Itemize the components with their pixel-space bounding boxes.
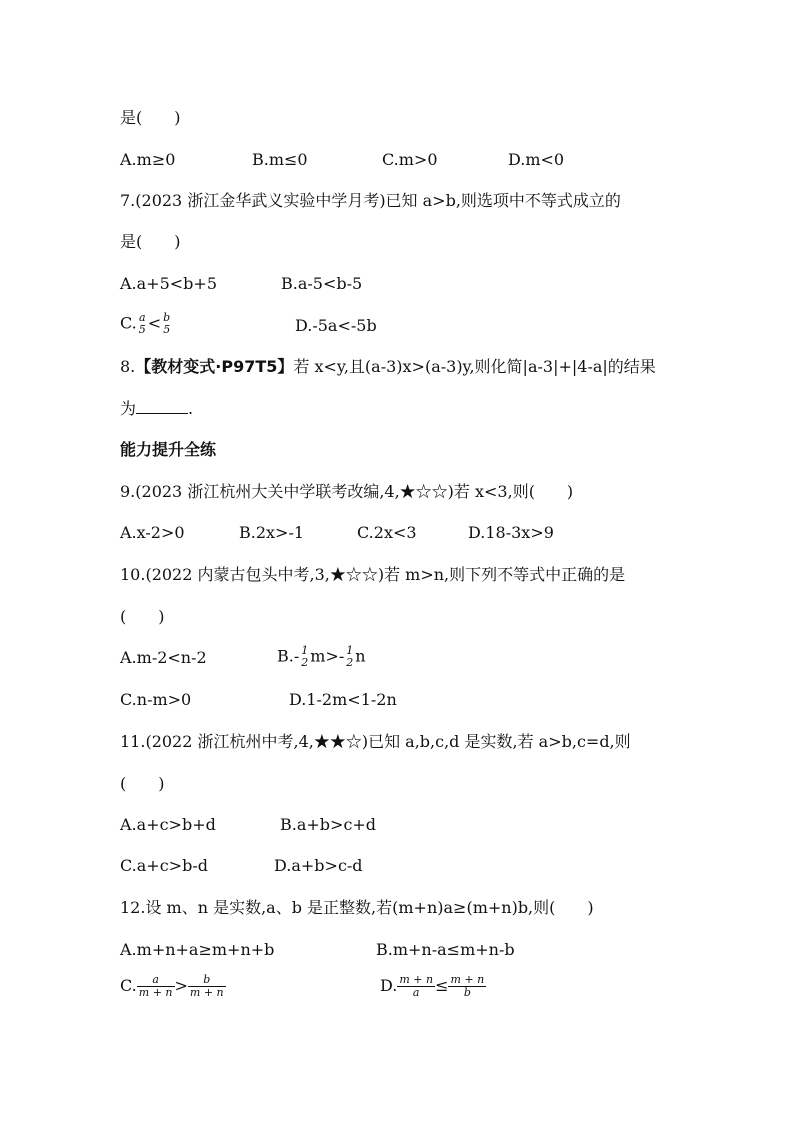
q12-option-d-fraction-1: $\frac{m + n}{a}$: [399, 973, 434, 999]
q7-option-c-operator: <: [147, 313, 162, 333]
q8-textbook-tag: 【教材变式·P97T5】: [135, 357, 294, 376]
q9-option-d: D.18-3x>9: [468, 523, 554, 542]
q8-tail-line: [120, 399, 193, 419]
q6-tail: 是( ): [120, 108, 181, 127]
q12-option-d-operator: ≤: [435, 976, 449, 995]
q7-option-d: D.-5a<-5b: [295, 316, 377, 335]
q12-option-d: [380, 974, 486, 999]
q12-option-c-operator: >: [174, 976, 188, 995]
q11-option-d: D.a+b>c-d: [274, 856, 363, 875]
q6-option-d: D.m<0: [508, 150, 565, 169]
q12-stem: 12.设 m、n 是实数,a、b 是正整数,若(m+n)a≥(m+n)b,则( ): [120, 898, 594, 917]
q10-option-b-mid: m>-: [310, 646, 345, 666]
q10-option-b-suffix: n: [355, 646, 366, 666]
q7-option-c: [120, 312, 172, 336]
q9-option-a: A.x-2>0: [120, 523, 185, 542]
q9-option-b: B.2x>-1: [239, 523, 305, 542]
q12-option-c-fraction-2: $\frac{b}{m + n}$: [189, 973, 224, 999]
q7-option-c-label: C.: [120, 313, 137, 333]
q12-option-c: [120, 974, 226, 999]
q9-stem: 9.(2023 浙江杭州大关中学联考改编,4,★☆☆)若 x<3,则( ): [120, 482, 574, 501]
q10-tail: ( ): [120, 607, 165, 626]
q8-stem: 若 x<y,且(a-3)x>(a-3)y,则化简|a-3|+|4-a|的结果: [293, 357, 656, 376]
q12-option-d-label: D.: [380, 976, 398, 995]
q11-option-b: B.a+b>c+d: [280, 815, 377, 834]
q12-option-b: B.m+n-a≤m+n-b: [376, 940, 515, 959]
q10-stem: 10.(2022 内蒙古包头中考,3,★☆☆)若 m>n,则下列不等式中正确的是: [120, 565, 626, 584]
q10-option-d: D.1-2m<1-2n: [289, 690, 397, 709]
q8-tail-prefix: 为: [120, 399, 137, 418]
section-heading: 能力提升全练: [120, 440, 217, 459]
q11-stem: 11.(2022 浙江杭州中考,4,★★☆)已知 a,b,c,d 是实数,若 a>b,c=d,则: [120, 732, 631, 751]
q7-option-b: B.a-5<b-5: [281, 274, 363, 293]
q7-option-c-fraction-b: b 5: [163, 311, 171, 336]
q8-answer-blank: [136, 399, 188, 414]
q8-stem-line: [120, 357, 656, 377]
q9-option-c: C.2x<3: [357, 523, 417, 542]
q8-number: 8.: [120, 357, 136, 376]
q12-option-c-label: C.: [120, 976, 137, 995]
q7-option-c-fraction-a: a 5: [138, 311, 146, 336]
q6-option-c: C.m>0: [382, 150, 438, 169]
q12-option-c-fraction-1: $\frac{a}{m + n}$: [138, 973, 173, 999]
q6-option-a: A.m≥0: [120, 150, 176, 169]
q10-option-b-fraction-1: 1 2: [301, 644, 309, 669]
q10-option-a: A.m-2<n-2: [120, 648, 207, 667]
q7-tail: 是( ): [120, 232, 181, 251]
q10-option-b: [277, 645, 366, 669]
q11-option-a: A.a+c>b+d: [120, 815, 216, 834]
q6-option-b: B.m≤0: [252, 150, 308, 169]
q11-option-c: C.a+c>b-d: [120, 856, 208, 875]
q12-option-a: A.m+n+a≥m+n+b: [120, 940, 275, 959]
q10-option-b-fraction-2: 1 2: [346, 644, 354, 669]
q12-option-d-fraction-2: $\frac{m + n}{b}$: [450, 973, 485, 999]
q10-option-b-label: B.-: [277, 646, 300, 666]
q7-option-a: A.a+5<b+5: [120, 274, 217, 293]
q7-stem: 7.(2023 浙江金华武义实验中学月考)已知 a>b,则选项中不等式成立的: [120, 191, 621, 210]
q8-tail-suffix: .: [188, 399, 194, 418]
q10-option-c: C.n-m>0: [120, 690, 192, 709]
q11-tail: ( ): [120, 774, 165, 793]
